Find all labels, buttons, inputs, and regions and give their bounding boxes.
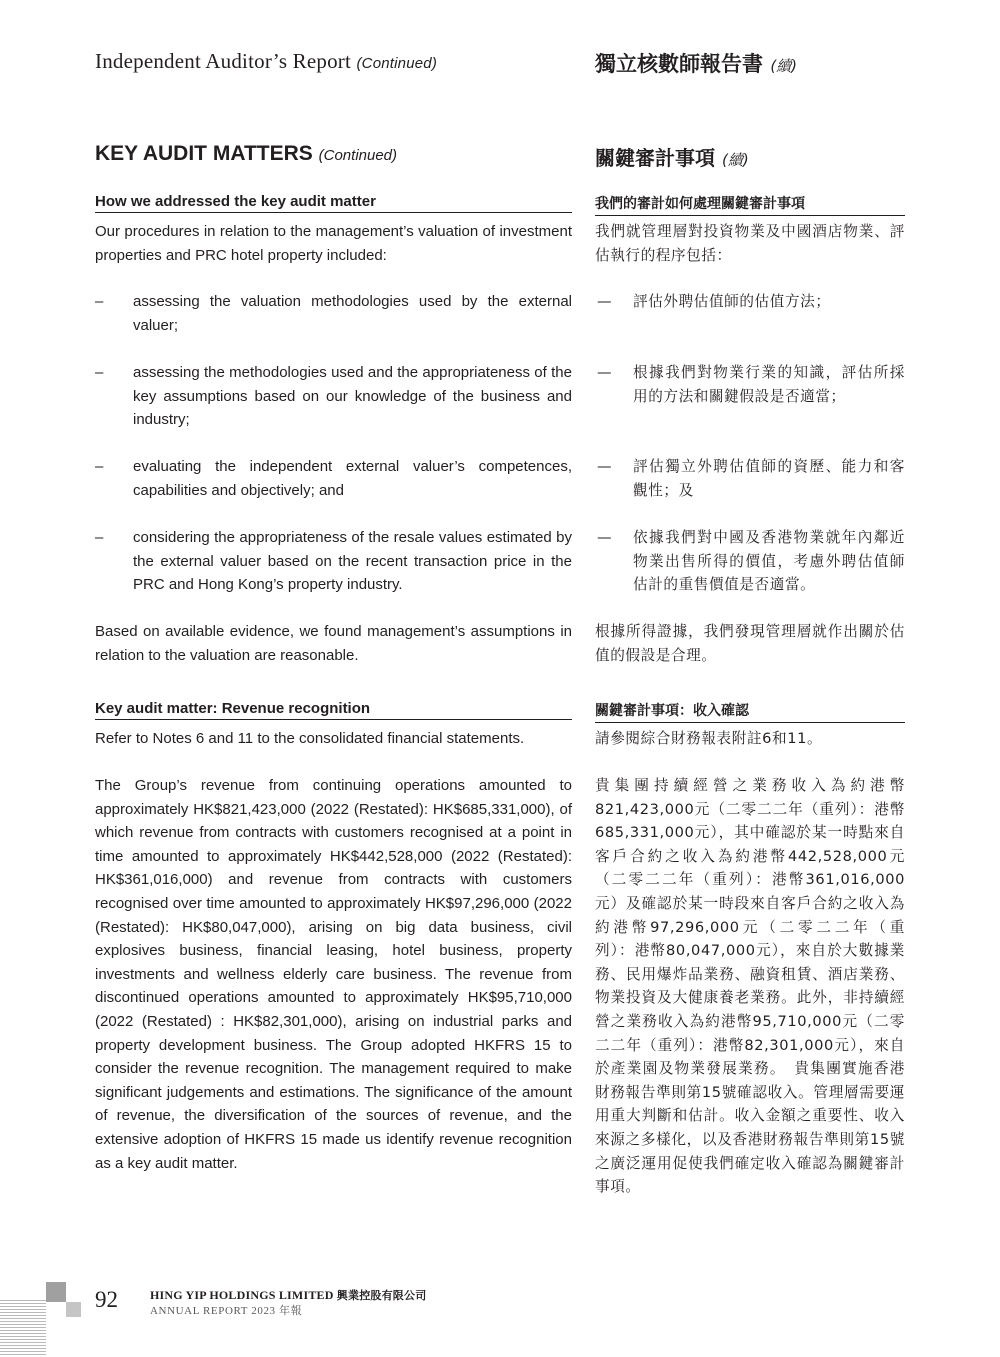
running-header-en bbox=[95, 49, 437, 74]
revenue-body-zh: 貴集團持續經營之業務收入為約港幣821,423,000元（二零二二年（重列）：港幣685,331,000元），其中確認於某一時點來自客戶合約之收入為約港幣442,528,000元（二零二二年（重列）：港幣361,016,000元）及確認於某一時段來自客戶合約之收入為約港幣97,296,000元（二零二二年（重列）：港幣80,047,000元），來自於大數據業務、民用爆炸品業務、融資租賃、酒店業務、物業投資及大健康養老業務。此外，非持續經營之業務收入為約港幣95,710,000元（二零二二年（重列）：港幣82,301,000元），來自於產業園及物業發展業務。 貴集團實施香港財務報告準則第15號確認收入。管理層需要運用重大判斷和估計。收入金額之重要性、收入來源之多樣化，以及香港財務報告準則第15號之廣泛運用促使我們確定收入確認為關鍵審計事項。 bbox=[595, 777, 905, 1196]
header-title-zh: 獨立核數師報告書 bbox=[595, 52, 763, 76]
addressed-intro-zh: 我們就管理層對投資物業及中國酒店物業、評估執行的程序包括： bbox=[595, 223, 905, 264]
bullet-dash-zh: — bbox=[597, 529, 612, 546]
report-name-en: ANNUAL REPORT 2023 bbox=[150, 1305, 276, 1317]
procedure-item-en: considering the appropriateness of the resale values estimated by the external valuer based on the recent transaction price in the PRC and Hong Kong’s property industry. bbox=[133, 529, 572, 594]
revenue-heading-zh: 關鍵審計事項：收入確認 bbox=[595, 700, 905, 723]
procedure-item-zh: 評估外聘估值師的估值方法； bbox=[633, 293, 831, 310]
procedure-item-zh: 評估獨立外聘估值師的資歷、能力和客觀性；及 bbox=[633, 458, 905, 499]
revenue-heading-en: Key audit matter: Revenue recognition bbox=[95, 700, 572, 720]
section-continued-en: (Continued) bbox=[318, 147, 398, 164]
running-header-zh bbox=[595, 48, 797, 78]
procedure-item-en: assessing the methodologies used and the appropriateness of the key assumptions based on our knowledge of the business and industry; bbox=[133, 364, 572, 429]
section-continued-zh: (續) bbox=[721, 151, 749, 169]
procedure-item-en: assessing the valuation methodologies used by the external valuer; bbox=[133, 293, 572, 334]
procedure-item-zh: 根據我們對物業行業的知識，評估所採用的方法和關鍵假設是否適當； bbox=[633, 364, 905, 405]
revenue-body-en: The Group’s revenue from continuing operations amounted to approximately HK$821,423,000 (2022 (Restated): HK$685,331,000), of which revenue from contracts with customers recognised at a point in time amounted to approximately HK$442,528,000 (2022 (Restated): HK$361,016,000) and revenue from contracts with customers recognised over time amounted to approximately HK$97,296,000 (2022 (Restated): HK$80,047,000), arising on big data business, civil explosives business, financial leasing, hotel business, property investments and wellness elderly care business. The revenue from discontinued operations amounted to approximately HK$95,710,000 (2022 (Restated) : HK$82,301,000), arising on industrial parks and property development business. The Group adopted HKFRS 15 to consider the revenue recognition. The management required to make significant judgements and estimations. The significance of the amount of revenue, the diversification of the sources of revenue, and the extensive adoption of HKFRS 15 made us identify revenue recognition as a key audit matter. bbox=[95, 777, 572, 1172]
bullet-dash-zh: — bbox=[597, 293, 612, 310]
company-name-en: HING YIP HOLDINGS LIMITED bbox=[150, 1288, 334, 1302]
header-continued-en: (Continued) bbox=[356, 55, 438, 72]
footer-square-decoration bbox=[46, 1282, 66, 1302]
conclusion-zh: 根據所得證據，我們發現管理層就作出關於估值的假設是合理。 bbox=[595, 623, 905, 664]
section-title-text-en: KEY AUDIT MATTERS bbox=[95, 142, 313, 165]
footer-report bbox=[150, 1302, 302, 1318]
bullet-dash-en: – bbox=[95, 529, 104, 546]
bullet-dash-en: – bbox=[95, 293, 104, 310]
report-name-zh: 年報 bbox=[279, 1304, 303, 1317]
conclusion-en: Based on available evidence, we found management’s assumptions in relation to the valuation are reasonable. bbox=[95, 623, 572, 664]
revenue-refer-en: Refer to Notes 6 and 11 to the consolidated financial statements. bbox=[95, 730, 525, 747]
section-title-en bbox=[95, 142, 397, 166]
page-number: 92 bbox=[95, 1287, 118, 1312]
bullet-dash-en: – bbox=[95, 458, 104, 475]
procedure-item-en: evaluating the independent external valuer’s competences, capabilities and objectively; and bbox=[133, 458, 572, 499]
footer-company bbox=[150, 1287, 426, 1303]
procedure-item-zh: 依據我們對中國及香港物業就年內鄰近物業出售所得的價值，考慮外聘估值師估計的重售價值是否適當。 bbox=[633, 529, 905, 594]
footer-square-decoration bbox=[66, 1302, 81, 1317]
addressed-heading-zh: 我們的審計如何處理關鍵審計事項 bbox=[595, 193, 905, 216]
bullet-dash-zh: — bbox=[597, 364, 612, 381]
addressed-heading-en: How we addressed the key audit matter bbox=[95, 193, 572, 213]
section-title-text-zh: 關鍵審計事項 bbox=[595, 146, 715, 170]
addressed-intro-en: Our procedures in relation to the management’s valuation of investment properties and PRC hotel property included: bbox=[95, 223, 572, 264]
section-title-zh bbox=[595, 142, 749, 171]
footer-stripe-decoration bbox=[0, 1300, 46, 1357]
revenue-refer-zh: 請參閱綜合財務報表附註6和11。 bbox=[595, 730, 823, 747]
bullet-dash-zh: — bbox=[597, 458, 612, 475]
header-continued-zh: (續) bbox=[770, 57, 798, 75]
company-name-zh: 興業控股有限公司 bbox=[336, 1289, 427, 1302]
header-title-en: Independent Auditor’s Report bbox=[95, 49, 352, 73]
bullet-dash-en: – bbox=[95, 364, 104, 381]
